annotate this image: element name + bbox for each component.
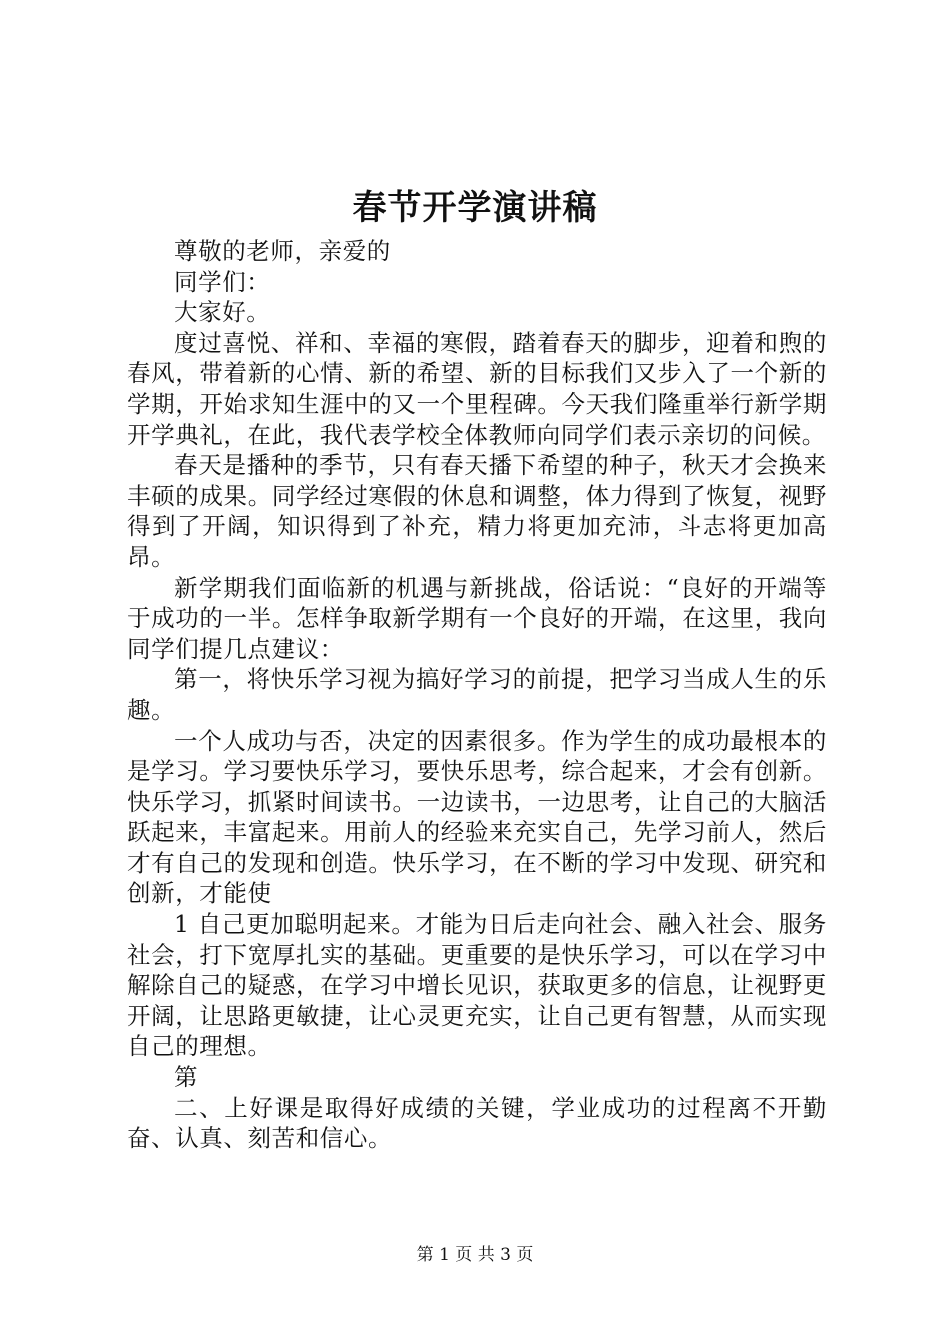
paragraph-greeting-2: 同学们： bbox=[174, 267, 271, 296]
document-title: 春节开学演讲稿 bbox=[352, 188, 598, 228]
paragraph-greeting-1: 尊敬的老师，亲爱的 bbox=[174, 237, 391, 265]
paragraph: 第一，将快乐学习视为搞好学习的前提，把学习当成人生的乐趣。 bbox=[127, 665, 827, 724]
paragraph: 一个人成功与否，决定的因素很多。作为学生的成功最根本的是学习。学习要快乐学习，要快乐思考，综合起来，才会有创新。快乐学习，抓紧时间读书。一边读书，一边思考，让自己的大脑活跃起来，丰富起来。用前人的经验来充实自己，先学习前人，然后才有自己的发现和创造。快乐学习，在不断的学习中发现、研究和创新，才能使 bbox=[127, 726, 827, 908]
paragraph: 度过喜悦、祥和、幸福的寒假，踏着春天的脚步，迎着和煦的春风，带着新的心情、新的希望、新的目标我们又步入了一个新的学期，开始求知生涯中的又一个里程碑。今天我们隆重举行新学期开学典礼，在此，我代表学校全体教师向同学们表示亲切的问候。 bbox=[127, 328, 827, 449]
paragraph-greeting-3: 大家好。 bbox=[174, 298, 271, 327]
paragraph: 春天是播种的季节，只有春天播下希望的种子，秋天才会换来丰硕的成果。同学经过寒假的休息和调整，体力得到了恢复，视野得到了开阔，知识得到了补充，精力将更加充沛，斗志将更加高昂。 bbox=[127, 451, 827, 571]
document-body bbox=[127, 236, 827, 1154]
paragraph: 1 自己更加聪明起来。才能为日后走向社会、融入社会、服务社会，打下宽厚扎实的基础。更重要的是快乐学习，可以在学习中解除自己的疑惑，在学习中增长见识，获取更多的信息，让视野更开阔，让思路更敏捷，让心灵更充实，让自己更有智慧，从而实现自己的理想。 bbox=[127, 910, 827, 1061]
paragraph: 第 bbox=[174, 1063, 199, 1092]
paragraph: 二、上好课是取得好成绩的关键，学业成功的过程离不开勤奋、认真、刻苦和信心。 bbox=[127, 1093, 827, 1153]
paragraph: 新学期我们面临新的机遇与新挑战，俗话说：“良好的开端等于成功的一半。怎样争取新学期有一个良好的开端，在这里，我向同学们提几点建议： bbox=[127, 573, 827, 663]
page-footer: 第 1 页 共 3 页 bbox=[416, 1245, 534, 1265]
